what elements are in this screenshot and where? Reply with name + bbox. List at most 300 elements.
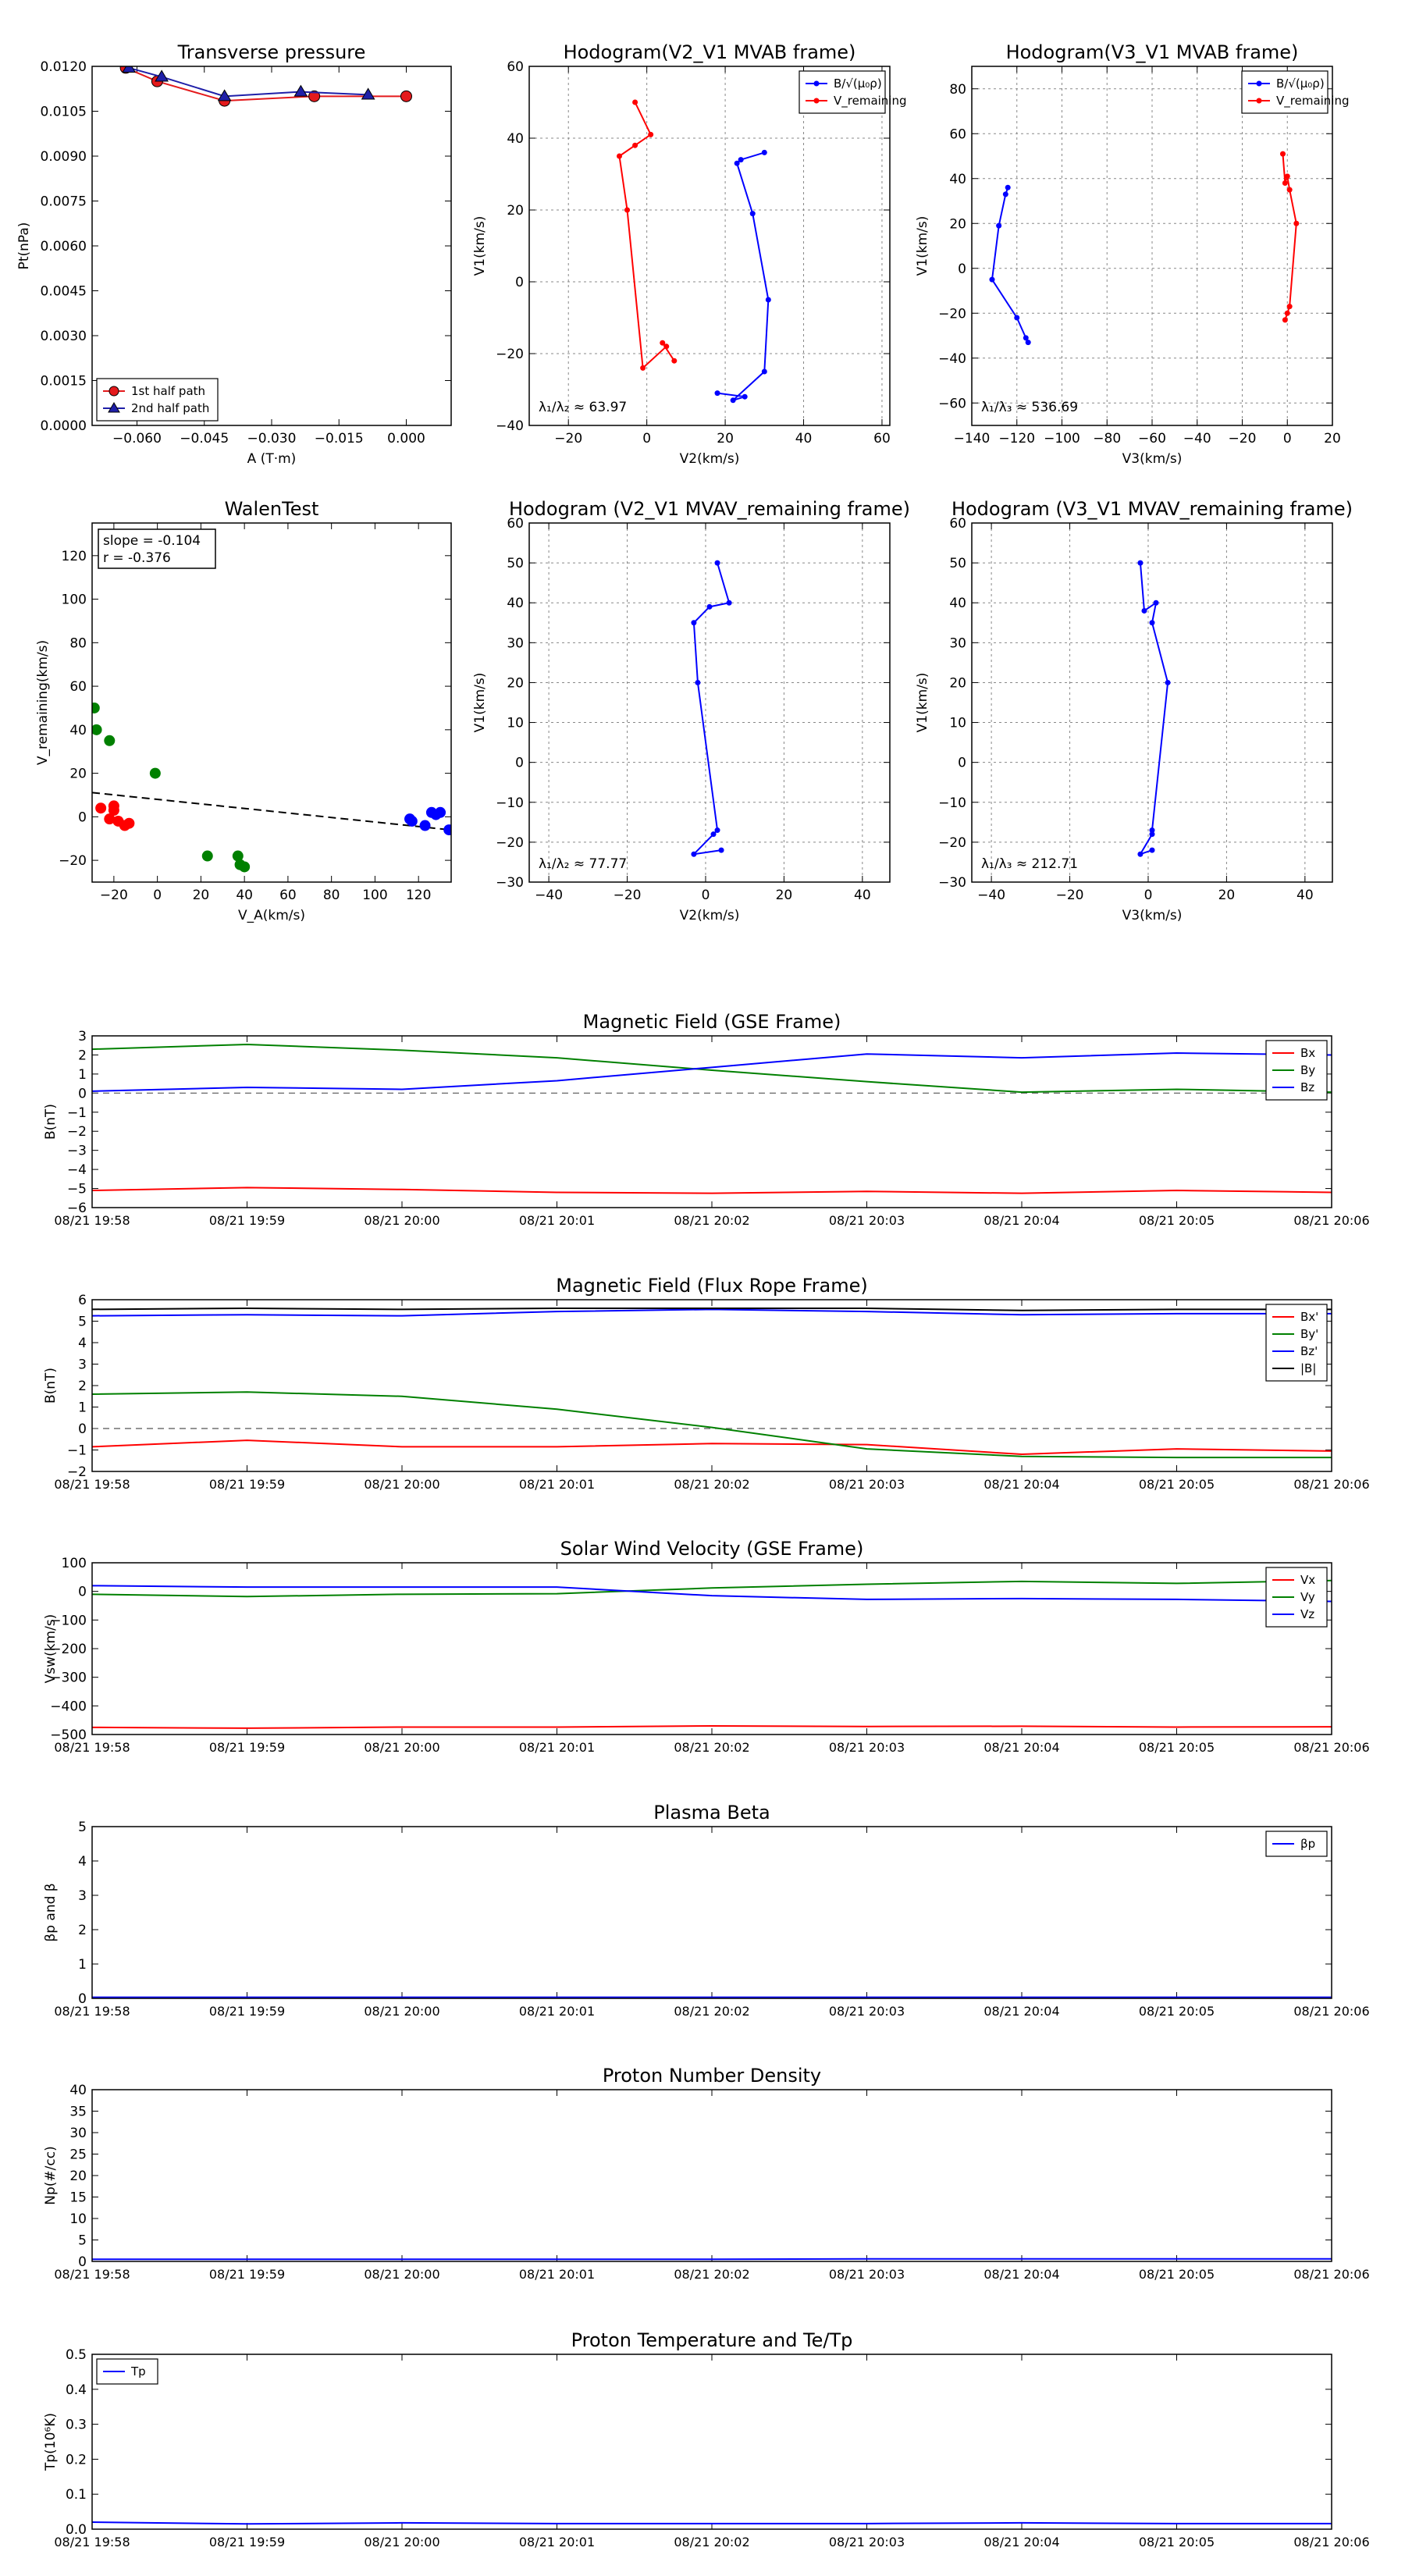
y-tick-label: −3 bbox=[66, 1143, 87, 1159]
chart-title: WalenTest bbox=[224, 498, 319, 520]
x-tick-label: 08/21 20:05 bbox=[1138, 1477, 1215, 1492]
y-tick-label: 2 bbox=[78, 1379, 87, 1394]
y-tick-label: 0.0060 bbox=[40, 239, 87, 254]
legend-label: 2nd half path bbox=[131, 401, 210, 415]
legend-marker bbox=[814, 98, 820, 104]
y-tick-label: 40 bbox=[507, 131, 524, 147]
y-tick-label: 2 bbox=[78, 1048, 87, 1064]
y-tick-label: 1 bbox=[78, 1400, 87, 1416]
y-tick-label: 50 bbox=[507, 556, 524, 572]
y-tick-label: 0 bbox=[958, 755, 966, 771]
x-tick-label: 08/21 19:58 bbox=[54, 1213, 130, 1228]
y-tick-label: 0.0 bbox=[65, 2522, 87, 2538]
y-tick-label: −20 bbox=[59, 853, 87, 870]
x-tick-label: 08/21 19:59 bbox=[208, 2535, 286, 2549]
data-point bbox=[715, 827, 720, 833]
x-tick-label: 0 bbox=[153, 888, 162, 903]
legend-label: Tp bbox=[131, 2364, 146, 2379]
y-tick-label: 20 bbox=[69, 766, 87, 782]
legend-label: B/√(μ₀ρ) bbox=[834, 76, 882, 91]
y-tick-label: 0 bbox=[78, 1086, 87, 1102]
x-tick-label: 08/21 20:02 bbox=[674, 1213, 750, 1228]
y-tick-label: −10 bbox=[938, 795, 966, 811]
x-axis-label: V3(km/s) bbox=[1122, 908, 1183, 923]
y-tick-label: −4 bbox=[66, 1162, 87, 1179]
y-tick-label: 0.0075 bbox=[40, 194, 87, 210]
legend-label: V_remaining bbox=[834, 94, 907, 108]
y-tick-label: −1 bbox=[66, 1105, 87, 1121]
x-tick-label: 0 bbox=[1282, 431, 1292, 447]
legend-label: B/√(μ₀ρ) bbox=[1276, 76, 1325, 91]
x-tick-label: 08/21 20:05 bbox=[1138, 2535, 1215, 2549]
x-tick-label: 08/21 20:02 bbox=[674, 2267, 750, 2282]
annotation-text: r = -0.376 bbox=[103, 550, 171, 566]
y-tick-label: 3 bbox=[78, 1888, 87, 1904]
legend bbox=[1266, 1831, 1327, 1856]
x-tick-label: 08/21 19:59 bbox=[208, 2267, 286, 2282]
x-tick-label: 08/21 20:03 bbox=[828, 2267, 905, 2282]
y-tick-label: −6 bbox=[66, 1201, 87, 1216]
y-axis-label: Pt(nPa) bbox=[16, 222, 32, 270]
data-point bbox=[1285, 173, 1290, 179]
legend-marker bbox=[814, 81, 820, 87]
chart-title: Proton Temperature and Te/Tp bbox=[571, 2329, 853, 2351]
chart-title: Magnetic Field (GSE Frame) bbox=[582, 1011, 841, 1033]
y-tick-label: 30 bbox=[949, 635, 966, 652]
annotation-text: slope = -0.104 bbox=[103, 533, 201, 549]
y-tick-label: 0.5 bbox=[65, 2347, 87, 2363]
y-tick-label: 5 bbox=[78, 2233, 87, 2249]
x-tick-label: −0.030 bbox=[247, 431, 297, 447]
y-axis-label: βp and β bbox=[43, 1883, 59, 1942]
legend bbox=[97, 2359, 158, 2384]
y-tick-label: 0.1 bbox=[65, 2487, 87, 2503]
y-tick-label: 25 bbox=[69, 2147, 87, 2163]
annotation-text: λ₁/λ₃ ≈ 536.69 bbox=[981, 400, 1079, 415]
x-tick-label: 08/21 20:01 bbox=[518, 1477, 596, 1492]
legend-label: βp bbox=[1300, 1837, 1316, 1851]
x-tick-label: 08/21 20:04 bbox=[984, 2535, 1060, 2549]
data-point bbox=[624, 208, 630, 213]
x-tick-label: 80 bbox=[322, 888, 340, 903]
x-tick-label: −60 bbox=[1138, 431, 1166, 447]
data-point bbox=[239, 861, 250, 872]
x-tick-label: 08/21 20:04 bbox=[984, 1477, 1060, 1492]
x-tick-label: 08/21 20:05 bbox=[1138, 1213, 1215, 1228]
y-tick-label: 40 bbox=[69, 2083, 87, 2098]
legend-label: Vx bbox=[1300, 1573, 1316, 1587]
x-tick-label: 08/21 20:06 bbox=[1293, 2004, 1370, 2019]
data-point bbox=[401, 91, 412, 101]
y-tick-label: 6 bbox=[78, 1293, 87, 1308]
x-tick-label: 08/21 20:02 bbox=[674, 2535, 750, 2549]
chart-title: Hodogram (V2_V1 MVAV_remaining frame) bbox=[508, 498, 911, 520]
legend-label: Bz bbox=[1300, 1080, 1315, 1094]
data-point bbox=[123, 818, 134, 829]
data-point bbox=[1282, 317, 1288, 322]
y-tick-label: −1 bbox=[66, 1443, 87, 1459]
y-tick-label: 0 bbox=[78, 1991, 87, 2007]
y-tick-label: 60 bbox=[507, 59, 524, 75]
y-tick-label: −20 bbox=[496, 834, 524, 851]
x-tick-label: 60 bbox=[279, 888, 297, 903]
data-point bbox=[738, 157, 744, 162]
x-tick-label: −20 bbox=[99, 888, 128, 903]
data-point bbox=[691, 852, 696, 857]
y-tick-label: −400 bbox=[50, 1699, 87, 1715]
y-tick-label: −20 bbox=[938, 306, 966, 322]
y-tick-label: 0.4 bbox=[65, 2382, 87, 2398]
data-point bbox=[719, 848, 724, 853]
y-tick-label: 0 bbox=[515, 755, 524, 771]
x-tick-label: −20 bbox=[1055, 888, 1084, 903]
data-point bbox=[1141, 608, 1147, 614]
legend-label: |B| bbox=[1300, 1361, 1317, 1375]
series-line-0 bbox=[92, 2259, 1332, 2260]
data-point bbox=[1150, 620, 1155, 625]
y-axis-label: Tp(10⁶K) bbox=[43, 2412, 59, 2471]
y-axis-label: B(nT) bbox=[43, 1367, 59, 1404]
chart-title: Solar Wind Velocity (GSE Frame) bbox=[560, 1538, 864, 1560]
x-tick-label: −0.060 bbox=[112, 431, 162, 447]
x-tick-label: 08/21 20:06 bbox=[1293, 1740, 1370, 1755]
data-point bbox=[1137, 560, 1143, 566]
data-point bbox=[691, 620, 696, 625]
x-tick-label: −0.045 bbox=[180, 431, 229, 447]
data-point bbox=[632, 143, 638, 148]
y-tick-label: −300 bbox=[50, 1670, 87, 1686]
chart-title: Hodogram (V3_V1 MVAV_remaining frame) bbox=[951, 498, 1353, 520]
data-point bbox=[671, 358, 677, 364]
y-tick-label: 20 bbox=[507, 203, 524, 219]
y-tick-label: 2 bbox=[78, 1923, 87, 1938]
y-tick-label: −100 bbox=[50, 1613, 87, 1629]
x-tick-label: 20 bbox=[775, 888, 793, 903]
y-tick-label: 40 bbox=[949, 171, 966, 187]
data-point bbox=[1154, 600, 1159, 606]
legend bbox=[1266, 1304, 1327, 1381]
data-point bbox=[1293, 221, 1299, 226]
y-tick-label: 0 bbox=[515, 275, 524, 290]
data-point bbox=[989, 277, 994, 283]
x-tick-label: 0.000 bbox=[387, 431, 425, 447]
x-tick-label: 08/21 20:03 bbox=[828, 1740, 905, 1755]
y-tick-label: 60 bbox=[949, 516, 966, 532]
y-tick-label: 100 bbox=[61, 1556, 87, 1571]
data-point bbox=[150, 768, 161, 779]
x-tick-label: 08/21 20:01 bbox=[518, 2267, 596, 2282]
x-tick-label: 08/21 19:58 bbox=[54, 2004, 130, 2019]
data-point bbox=[1282, 180, 1288, 186]
legend-marker bbox=[1257, 81, 1262, 87]
data-point bbox=[1023, 335, 1029, 340]
data-point bbox=[104, 735, 115, 746]
chart-title: Hodogram(V3_V1 MVAB frame) bbox=[1005, 41, 1299, 63]
x-tick-label: 08/21 20:05 bbox=[1138, 2004, 1215, 2019]
legend-label: Bx bbox=[1300, 1046, 1316, 1060]
y-tick-label: 50 bbox=[949, 556, 966, 572]
x-tick-label: 08/21 20:04 bbox=[984, 1740, 1060, 1755]
x-tick-label: −80 bbox=[1093, 431, 1122, 447]
x-tick-label: 0 bbox=[701, 888, 710, 903]
y-tick-label: 10 bbox=[69, 2211, 87, 2227]
y-tick-label: 20 bbox=[69, 2169, 87, 2184]
data-point bbox=[1285, 311, 1290, 316]
y-tick-label: 0.2 bbox=[65, 2452, 87, 2468]
x-tick-label: 08/21 20:00 bbox=[364, 1213, 440, 1228]
x-tick-label: −40 bbox=[535, 888, 564, 903]
x-tick-label: 08/21 20:06 bbox=[1293, 2267, 1370, 2282]
x-tick-label: 08/21 20:01 bbox=[518, 1213, 596, 1228]
x-tick-label: −140 bbox=[953, 431, 991, 447]
y-axis-label: B(nT) bbox=[43, 1103, 59, 1140]
data-point bbox=[1287, 187, 1293, 193]
y-tick-label: −20 bbox=[496, 347, 524, 362]
data-point bbox=[632, 100, 638, 105]
x-tick-label: 0 bbox=[642, 431, 652, 447]
data-point bbox=[663, 343, 669, 349]
x-tick-label: 40 bbox=[854, 888, 871, 903]
y-tick-label: 1 bbox=[78, 1066, 87, 1083]
x-tick-label: 08/21 19:59 bbox=[208, 1477, 286, 1492]
y-tick-label: 60 bbox=[69, 679, 87, 696]
y-tick-label: 0.0090 bbox=[40, 149, 87, 165]
x-tick-label: 40 bbox=[795, 431, 813, 447]
y-tick-label: 40 bbox=[69, 722, 87, 738]
annotation-text: λ₁/λ₂ ≈ 77.77 bbox=[539, 856, 628, 872]
data-point bbox=[742, 394, 748, 400]
y-tick-label: 15 bbox=[69, 2190, 87, 2206]
x-tick-label: 08/21 19:58 bbox=[54, 2535, 130, 2549]
y-tick-label: 40 bbox=[507, 596, 524, 612]
data-point bbox=[715, 390, 720, 396]
x-tick-label: 08/21 19:58 bbox=[54, 1740, 130, 1755]
x-tick-label: −20 bbox=[554, 431, 583, 447]
y-tick-label: 0.0000 bbox=[40, 418, 87, 434]
legend-marker bbox=[109, 386, 119, 396]
x-tick-label: 08/21 20:01 bbox=[518, 1740, 596, 1755]
y-tick-label: 0 bbox=[78, 809, 87, 826]
x-tick-label: 40 bbox=[1297, 888, 1314, 903]
x-tick-label: 08/21 19:59 bbox=[208, 1740, 286, 1755]
y-tick-label: 20 bbox=[949, 216, 966, 233]
y-tick-label: 40 bbox=[949, 596, 966, 612]
data-point bbox=[762, 369, 767, 375]
y-tick-label: 0 bbox=[78, 1584, 87, 1600]
y-tick-label: 4 bbox=[78, 1336, 87, 1351]
legend-label: Vz bbox=[1300, 1607, 1315, 1621]
y-tick-label: −40 bbox=[938, 350, 966, 367]
y-tick-label: −500 bbox=[50, 1727, 87, 1743]
y-tick-label: 20 bbox=[507, 675, 524, 692]
y-tick-label: 0.0045 bbox=[40, 283, 87, 300]
y-tick-label: 80 bbox=[69, 635, 87, 652]
y-tick-label: −30 bbox=[496, 875, 524, 891]
data-point bbox=[1150, 848, 1155, 853]
chart-title: Magnetic Field (Flux Rope Frame) bbox=[556, 1275, 868, 1297]
x-tick-label: 08/21 20:05 bbox=[1138, 1740, 1215, 1755]
y-axis-label: V1(km/s) bbox=[472, 215, 488, 276]
y-tick-label: 10 bbox=[507, 715, 524, 731]
y-tick-label: 0 bbox=[958, 261, 966, 277]
data-point bbox=[1150, 827, 1155, 833]
data-layer bbox=[92, 2259, 1332, 2260]
x-tick-label: 08/21 20:03 bbox=[828, 1213, 905, 1228]
y-tick-label: 0.0030 bbox=[40, 329, 87, 344]
x-tick-label: −20 bbox=[613, 888, 642, 903]
data-point bbox=[648, 132, 653, 137]
data-point bbox=[731, 397, 736, 403]
y-tick-label: 0 bbox=[78, 1421, 87, 1437]
legend-marker bbox=[1257, 98, 1262, 104]
x-tick-label: 08/21 20:00 bbox=[364, 2004, 440, 2019]
y-tick-label: 120 bbox=[61, 548, 87, 564]
x-tick-label: 0 bbox=[1144, 888, 1153, 903]
annotation-text: λ₁/λ₂ ≈ 63.97 bbox=[539, 400, 628, 415]
legend-label: Bx' bbox=[1300, 1310, 1319, 1324]
data-point bbox=[695, 680, 700, 685]
y-tick-label: 80 bbox=[949, 81, 966, 98]
y-tick-label: 60 bbox=[507, 516, 524, 532]
x-tick-label: 08/21 20:02 bbox=[674, 1740, 750, 1755]
y-tick-label: 0.0015 bbox=[40, 373, 87, 390]
x-axis-label: A (T·m) bbox=[247, 451, 297, 467]
data-point bbox=[1280, 151, 1286, 157]
x-tick-label: 08/21 20:03 bbox=[828, 2535, 905, 2549]
x-tick-label: −40 bbox=[977, 888, 1006, 903]
x-tick-label: −0.015 bbox=[314, 431, 364, 447]
y-tick-label: −5 bbox=[66, 1181, 87, 1197]
chart-title: Proton Number Density bbox=[602, 2065, 822, 2087]
y-axis-label: Np(#/cc) bbox=[43, 2146, 59, 2205]
data-point bbox=[1287, 304, 1293, 309]
y-tick-label: 60 bbox=[949, 126, 966, 143]
data-point bbox=[750, 211, 756, 216]
y-axis-label: Vsw(km/s) bbox=[43, 1614, 59, 1684]
x-axis-label: V2(km/s) bbox=[679, 908, 740, 923]
chart-title: Hodogram(V2_V1 MVAB frame) bbox=[563, 41, 856, 63]
legend bbox=[1266, 1041, 1327, 1100]
data-point bbox=[108, 805, 119, 816]
x-tick-label: 20 bbox=[192, 888, 210, 903]
x-tick-label: −120 bbox=[998, 431, 1036, 447]
legend-label: Vy bbox=[1300, 1590, 1315, 1604]
data-point bbox=[1014, 315, 1019, 321]
y-tick-label: 1 bbox=[78, 1957, 87, 1973]
data-point bbox=[727, 600, 732, 606]
y-tick-label: −40 bbox=[496, 418, 524, 434]
x-tick-label: −20 bbox=[1228, 431, 1257, 447]
data-point bbox=[996, 223, 1001, 229]
x-tick-label: 08/21 20:03 bbox=[828, 1477, 905, 1492]
y-tick-label: −30 bbox=[938, 875, 966, 891]
x-tick-label: 08/21 20:06 bbox=[1293, 1477, 1370, 1492]
y-tick-label: 30 bbox=[69, 2126, 87, 2141]
data-point bbox=[715, 560, 720, 566]
x-tick-label: 08/21 19:58 bbox=[54, 2267, 130, 2282]
y-tick-label: 30 bbox=[507, 635, 524, 652]
x-tick-label: 08/21 20:00 bbox=[364, 1477, 440, 1492]
y-tick-label: −200 bbox=[50, 1642, 87, 1657]
y-tick-label: 10 bbox=[949, 715, 966, 731]
y-tick-label: 20 bbox=[949, 675, 966, 692]
data-point bbox=[707, 604, 713, 610]
annotation-text: λ₁/λ₃ ≈ 212.71 bbox=[981, 856, 1079, 872]
legend-label: 1st half path bbox=[131, 384, 206, 398]
x-tick-label: 120 bbox=[405, 888, 432, 903]
x-tick-label: −100 bbox=[1044, 431, 1080, 447]
x-tick-label: 20 bbox=[1324, 431, 1341, 447]
y-tick-label: 100 bbox=[61, 592, 87, 608]
x-tick-label: 08/21 20:06 bbox=[1293, 2535, 1370, 2549]
data-point bbox=[640, 365, 646, 371]
data-point bbox=[1003, 191, 1008, 197]
x-tick-label: 08/21 20:04 bbox=[984, 1213, 1060, 1228]
data-point bbox=[1137, 852, 1143, 857]
x-tick-label: 40 bbox=[236, 888, 253, 903]
x-tick-label: 08/21 20:00 bbox=[364, 1740, 440, 1755]
x-tick-label: 08/21 20:02 bbox=[674, 2004, 750, 2019]
data-point bbox=[407, 816, 418, 827]
y-tick-label: 3 bbox=[78, 1029, 87, 1044]
y-axis-label: V1(km/s) bbox=[915, 215, 930, 276]
x-tick-label: 08/21 20:04 bbox=[984, 2267, 1060, 2282]
x-tick-label: 08/21 20:02 bbox=[674, 1477, 750, 1492]
x-axis-label: V3(km/s) bbox=[1122, 451, 1183, 467]
x-tick-label: 20 bbox=[717, 431, 734, 447]
x-tick-label: 08/21 20:01 bbox=[518, 2004, 596, 2019]
legend bbox=[1266, 1567, 1327, 1627]
y-tick-label: 0.0105 bbox=[40, 104, 87, 120]
x-tick-label: 08/21 20:01 bbox=[518, 2535, 596, 2549]
y-tick-label: 5 bbox=[78, 1314, 87, 1330]
data-point bbox=[711, 831, 717, 837]
y-axis-label: V1(km/s) bbox=[915, 672, 930, 733]
legend-label: By bbox=[1300, 1063, 1316, 1077]
x-tick-label: −40 bbox=[1183, 431, 1211, 447]
y-tick-label: 5 bbox=[78, 1820, 87, 1835]
y-tick-label: 3 bbox=[78, 1357, 87, 1373]
y-tick-label: 0.0120 bbox=[40, 59, 87, 75]
x-axis-label: V2(km/s) bbox=[679, 451, 740, 467]
x-tick-label: 08/21 20:03 bbox=[828, 2004, 905, 2019]
legend-label: V_remaining bbox=[1276, 94, 1350, 108]
data-point bbox=[766, 297, 771, 303]
x-tick-label: 08/21 20:05 bbox=[1138, 2267, 1215, 2282]
data-point bbox=[1165, 680, 1171, 685]
y-tick-label: 0 bbox=[78, 2254, 87, 2270]
data-point bbox=[1005, 185, 1011, 190]
y-tick-label: −2 bbox=[66, 1124, 87, 1140]
chart-title: Transverse pressure bbox=[177, 41, 366, 63]
y-tick-label: −60 bbox=[938, 396, 966, 412]
legend-label: By' bbox=[1300, 1327, 1319, 1341]
x-tick-label: 08/21 19:59 bbox=[208, 2004, 286, 2019]
x-tick-label: 20 bbox=[1218, 888, 1236, 903]
x-tick-label: 08/21 20:04 bbox=[984, 2004, 1060, 2019]
chart-title: Plasma Beta bbox=[653, 1802, 770, 1823]
y-tick-label: −10 bbox=[496, 795, 524, 811]
data-point bbox=[420, 820, 431, 831]
x-tick-label: 08/21 20:06 bbox=[1293, 1213, 1370, 1228]
y-tick-label: 35 bbox=[69, 2104, 87, 2120]
x-tick-label: 08/21 19:59 bbox=[208, 1213, 286, 1228]
y-axis-label: V1(km/s) bbox=[472, 672, 488, 733]
x-axis-label: V_A(km/s) bbox=[237, 908, 306, 923]
y-axis-label: V_remaining(km/s) bbox=[35, 639, 51, 766]
x-tick-label: 60 bbox=[873, 431, 891, 447]
data-point bbox=[95, 802, 106, 813]
